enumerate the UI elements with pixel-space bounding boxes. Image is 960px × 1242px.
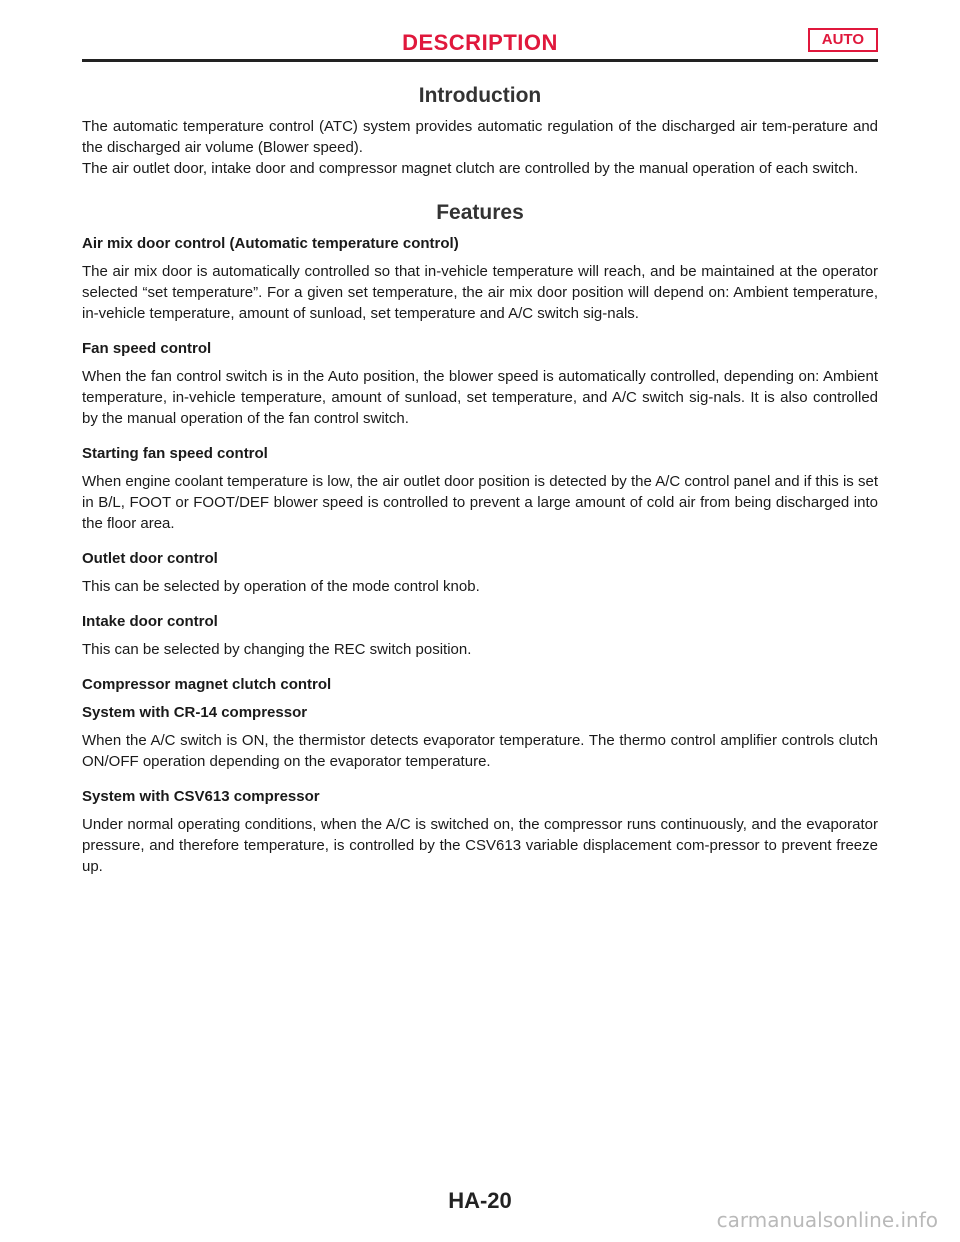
watermark: carmanualsonline.info: [716, 1208, 938, 1232]
subheading-air-mix-door: Air mix door control (Automatic temperature control): [82, 235, 459, 252]
subheading-starting-fan-speed: Starting fan speed control: [82, 445, 268, 462]
page-content: [82, 82, 878, 877]
subheading-intake-door: Intake door control: [82, 613, 218, 630]
body-intake-door: This can be selected by changing the REC switch position.: [82, 641, 472, 658]
intro-paragraph-2: The air outlet door, intake door and compressor magnet clutch are controlled by the manual operation of each switch.: [82, 160, 859, 177]
subheading-compressor-clutch: Compressor magnet clutch control: [82, 676, 332, 693]
body-starting-fan-speed: When engine coolant temperature is low, the air outlet door position is detected by the A/C control panel and if this is set in B/L, FOOT or FOOT/DEF blower speed is controlled to prevent a large amount of cold air from being discharged into the floor area.: [82, 473, 878, 532]
subheading-cr14: System with CR-14 compressor: [82, 704, 308, 721]
page-header: [82, 28, 878, 62]
body-air-mix-door: The air mix door is automatically controlled so that in-vehicle temperature will reach, and be maintained at the operator selected “set temperature”. For a given set temperature, the air mix door position will depend on: Ambient temperature, in-vehicle temperature, amount of sunload, set temperature and A/C switch sig-nals.: [82, 263, 878, 322]
intro-paragraph-1: The automatic temperature control (ATC) system provides automatic regulation of the discharged air tem-perature and the discharged air volume (Blower speed).: [82, 118, 878, 156]
header-badge-auto: AUTO: [808, 28, 878, 52]
subheading-csv613: System with CSV613 compressor: [82, 788, 320, 805]
body-outlet-door: This can be selected by operation of the mode control knob.: [82, 578, 480, 595]
page-number: HA-20: [448, 1188, 512, 1213]
body-csv613: Under normal operating conditions, when the A/C is switched on, the compressor runs continuously, and the evaporator pressure, and therefore temperature, is controlled by the CSV613 variable displacement com-pressor to prevent freeze up.: [82, 816, 878, 875]
features-title: Features: [436, 201, 524, 224]
body-fan-speed: When the fan control switch is in the Auto position, the blower speed is automatically controlled, depending on: Ambient temperature, in-vehicle temperature, amount of sunload, set temperature, and A/C switch sig-nals. It is also controlled by the manual operation of the fan control switch.: [82, 368, 878, 427]
subheading-outlet-door: Outlet door control: [82, 550, 218, 567]
subheading-fan-speed: Fan speed control: [82, 340, 212, 357]
header-rule: [82, 59, 878, 62]
introduction-title: Introduction: [418, 84, 542, 107]
header-title: DESCRIPTION: [402, 30, 558, 55]
body-cr14: When the A/C switch is ON, the thermistor detects evaporator temperature. The thermo control amplifier controls clutch ON/OFF operation depending on the evaporator temperature.: [82, 732, 878, 770]
